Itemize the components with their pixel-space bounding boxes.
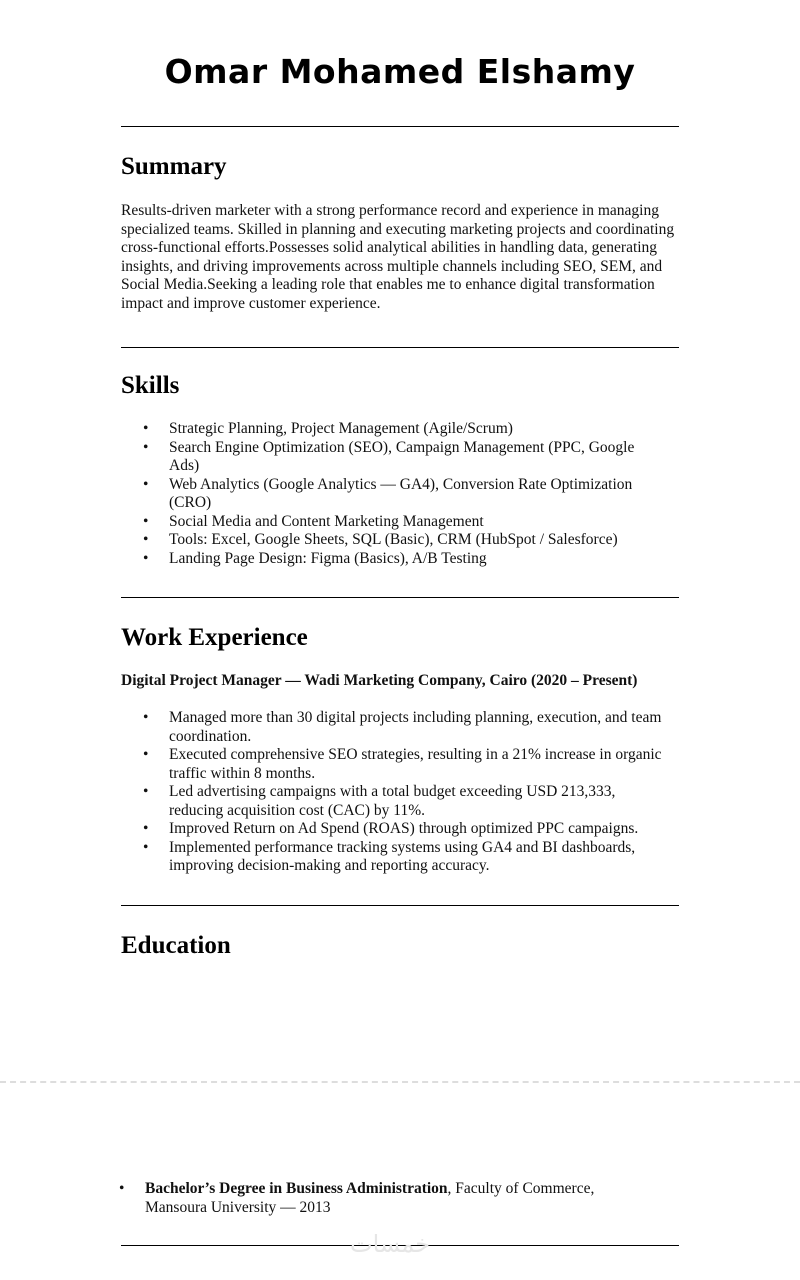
divider — [121, 347, 679, 348]
degree: Bachelor’s Degree in Business Administration — [145, 1180, 448, 1197]
work-item: • Managed more than 30 digital projects including planning, execution, and team coordination. — [121, 709, 666, 746]
work-item: • Executed comprehensive SEO strategies, resulting in a 21% increase in organic traffic within 8 months. — [121, 746, 666, 783]
work-heading: Work Experience — [121, 624, 308, 651]
work-item: • Led advertising campaigns with a total budget exceeding USD 213,333, reducing acquisition cost (CAC) by 11%. — [121, 783, 666, 820]
skills-list — [121, 420, 666, 568]
work-item: • Improved Return on Ad Spend (ROAS) through optimized PPC campaigns. — [121, 820, 666, 839]
summary-text: Results-driven marketer with a strong performance record and experience in managing specialized teams. Skilled in planning and executing marketing projects and coordinating cross-functional efforts.Possesses solid analytical abilities in handling data, generating insights, and driving improvements across multiple channels including SEO, SEM, and Social Media.Seeking a leading role that enables me to enhance digital transformation impact and improve customer experience. — [121, 202, 675, 312]
divider — [121, 597, 679, 598]
skill-item: • Search Engine Optimization (SEO), Campaign Management (PPC, Google Ads) — [121, 439, 666, 476]
skill-item: • Landing Page Design: Figma (Basics), A/B Testing — [121, 550, 666, 569]
work-list — [121, 709, 666, 876]
job-title: Digital Project Manager — Wadi Marketing Company, Cairo (2020 – Present) — [121, 672, 638, 689]
skill-item: • Social Media and Content Marketing Management — [121, 513, 666, 532]
skill-item: • Tools: Excel, Google Sheets, SQL (Basic), CRM (HubSpot / Salesforce) — [121, 531, 666, 550]
divider — [121, 905, 679, 906]
page-break — [0, 1081, 800, 1083]
skills-heading: Skills — [121, 372, 180, 399]
education-heading: Education — [121, 932, 231, 959]
watermark-logo: خمسات — [350, 1230, 431, 1258]
education-item — [97, 1180, 657, 1217]
skill-item: • Strategic Planning, Project Management (Agile/Scrum) — [121, 420, 666, 439]
divider — [121, 126, 679, 127]
work-item: • Implemented performance tracking systems using GA4 and BI dashboards, improving decision-making and reporting accuracy. — [121, 839, 666, 876]
summary-heading: Summary — [121, 153, 227, 180]
education-details: , Faculty of Commerce, Mansoura University — 2013 — [145, 1180, 595, 1216]
education-list — [97, 1180, 657, 1217]
skill-item: • Web Analytics (Google Analytics — GA4), Conversion Rate Optimization (CRO) — [121, 476, 666, 513]
resume-name: Omar Mohamed Elshamy — [164, 52, 636, 91]
